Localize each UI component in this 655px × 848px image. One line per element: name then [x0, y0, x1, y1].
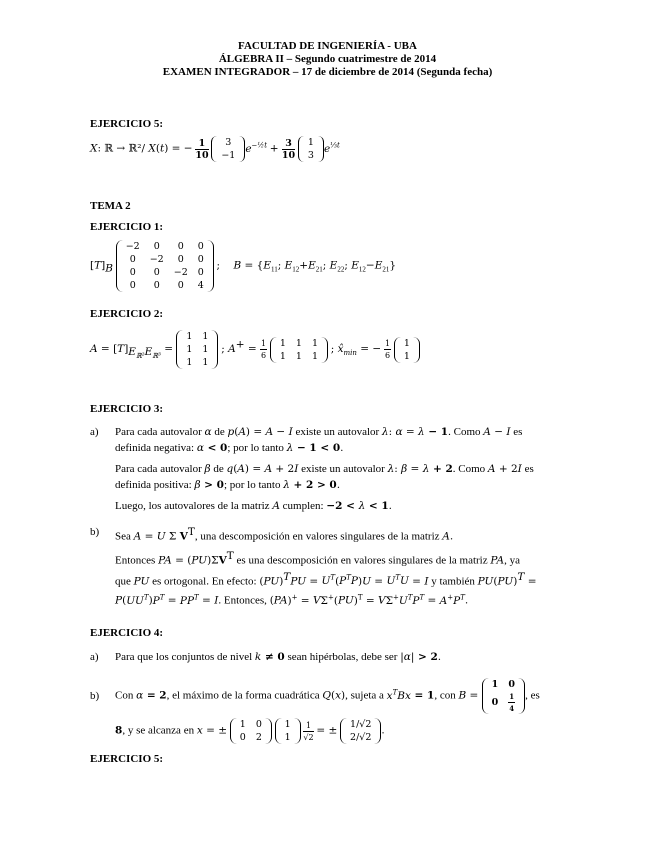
ej4-title: EJERCICIO 4:: [90, 627, 164, 639]
ej5-top-title: EJERCICIO 5:: [90, 118, 164, 130]
ej2-formula: $A = [T]_{E_{ℝ^2}E_{ℝ^3}}$ = 1 1 1 1 1 1 ; A+ = $\frac{1}{6}$ 1 1 1 1 1 1 ; $x̂_{min}$ = − $\frac{1}{6}$ 1 1: [90, 330, 420, 369]
ej3-title: EJERCICIO 3:: [90, 403, 164, 415]
header-course: ÁLGEBRA II – Segundo cuatrimestre de 2014: [218, 53, 437, 65]
ej4-b-line2: 8, y se alcanza en x = ± 1 0 0 2 1 1 $\frac{1}{√2}$ = ± 1/√2 2/√2 .: [115, 719, 385, 743]
ej4-b-label: b): [90, 690, 100, 702]
ej3-a-para2: Para cada autovalor β de q(A) = A + 2I existe un autovalor λ: β = λ + 2. Como A + 2I es definida positiva: β > 0; por lo tanto λ + 2 > 0.: [115, 463, 534, 491]
ej2-title: EJERCICIO 2:: [90, 308, 164, 320]
ej3-b-para1: Sea A = U Σ $V^T$, una descomposición en valores singulares de la matriz A.: [115, 526, 454, 543]
ej3-a-label: a): [90, 426, 99, 438]
ej1-title: EJERCICIO 1:: [90, 221, 164, 233]
ej1-formula: $[T]_B$ −2 0 0 0 0 −2 0 0 0 0 −2 0 0 0 0 4 ; $B = \{E_{11}$; $E_{12}+E_{21}$; $E_{22}$; $E_{12}-E_{21}$}: [90, 241, 397, 291]
ej1-matrix: −2 0 0 0 0 −2 0 0 0 0 −2 0 0 0 0 4: [116, 240, 214, 292]
ej5-bottom-title: EJERCICIO 5:: [90, 753, 164, 765]
ej4-a-text: Para que los conjuntos de nivel k ≠ 0 sean hipérbolas, debe ser |α| > 2.: [115, 651, 442, 663]
ej4-b-line1: Con α = 2, el máximo de la forma cuadrática Q(x), sujeta a $x^TBx = 1$, con B = 1 0 0 $\frac{1}{4}$ , es: [115, 679, 540, 713]
header-faculty: FACULTAD DE INGENIERÍA - UBA: [238, 40, 417, 52]
ej3-a-para3: Luego, los autovalores de la matriz A cumplen: −2 < λ < 1.: [115, 500, 392, 512]
tema-title: TEMA 2: [90, 200, 131, 212]
ej3-a-para1: Para cada autovalor α de p(A) = A − I existe un autovalor λ: α = λ − 1. Como A − I es definida negativa: α < 0; por lo tanto λ − 1 < 0.: [115, 426, 523, 454]
ej4-a-label: a): [90, 651, 99, 663]
ej5-formula: X: ℝ → ℝ²/ X(t) = − $\frac{1}{10}$ 3 −1 $e^{-\frac{1}{2}t}$ + $\frac{3}{10}$ 1 3 $e^{\frac{1}{3}t}$: [90, 137, 340, 161]
ej3-b-para2: Entonces PA = $(PU)\Sigma V^T$ es una descomposición en valores singulares de la matriz PA, ya que PU es ortogonal. En efecto: $(PU)^TPU = U^T(P^TP)U = U^TU = I$ y también PU(PU)$^T$ = $P(UU^T)P^T = PP^T = I$. Entonces, $(PA)^+ = V\Sigma^+(PU)^T = V\Sigma^+U^TP^T = A^+P^T$.: [115, 550, 537, 607]
header-exam: EXAMEN INTEGRADOR – 17 de diciembre de 2014 (Segunda fecha): [162, 66, 493, 78]
ej3-b-label: b): [90, 526, 100, 538]
